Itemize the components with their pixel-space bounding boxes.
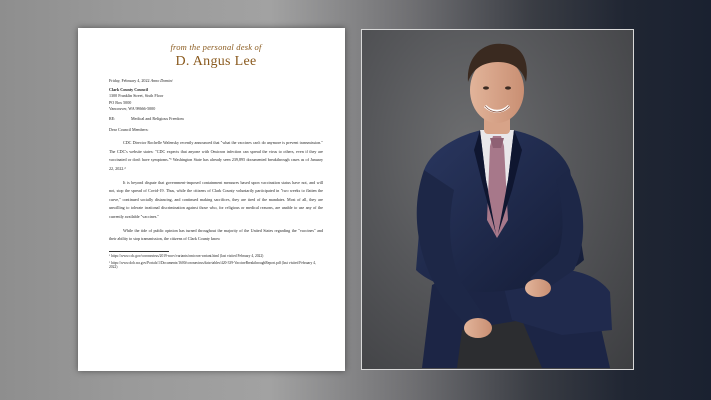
left-hand (464, 318, 492, 338)
footnote: ² https://www.doh.wa.gov/Portals/1/Documents/1600/coronavirus/data-tables/420-339-VaccineBreakthroughReport.pdf (last visited February 4, 2022) (109, 260, 316, 270)
letter-date (109, 78, 323, 84)
letterhead-name: D. Angus Lee (175, 54, 257, 69)
recipient-city: Vancouver, WA 98666-5000 (109, 105, 156, 111)
subject-line (109, 116, 323, 122)
portrait-photo (361, 29, 634, 370)
body-paragraph: While the tide of public opinion has turned throughout the majority of the United States regarding the "vaccines" and their ability to stop transmission, the citizens of Clark County know (109, 228, 323, 242)
letterhead-tagline: from the personal desk of (170, 42, 262, 52)
recipient-address (109, 87, 323, 112)
salutation: Dear Council Members: (109, 127, 149, 133)
recipient-org: Clark County Council (109, 87, 148, 93)
subject-text: Medical and Religious Freedom (131, 116, 184, 122)
footnote-divider (109, 251, 169, 252)
letter-date-sig: Anno Domini (150, 78, 173, 83)
recipient-po-box: PO Box 5000 (109, 99, 132, 105)
letter-date-text: Friday, February 4, 2022 (109, 78, 150, 83)
recipient-street: 1300 Franklin Street, Sixth Floor (109, 93, 164, 99)
letter-document (78, 28, 345, 371)
footnote: ¹ https://www.cdc.gov/coronavirus/2019-ncov/variants/omicron-variant.html (last visited February 4, 2022) (109, 253, 264, 258)
body-paragraph: It is beyond dispute that government-imposed containment measures based upon vaccination status have not, and will not, stop the spread of Covid-19. Thus, while the citizens of Clark County voluntarily participated in "two weeks to flatten the curve," continued socially distancing, and continued making sacrifices, they are tired of the mandates. Most of all, they are unwilling to tolerate irrational discrimination against those who, for religious or medical reasons, are unable to use any of the currently available "vaccines." (109, 180, 323, 219)
body-paragraph: CDC Director Rochelle Walensky recently announced that "what the vaccines can't do anymore is prevent transmission." The CDC's website states: "CDC expects that anyone with Omicron infection can spread the virus to others, even if they are vaccinated or don't have symptoms."¹ Washington State has already seen 239,895 documented breakthrough cases as of January 22, 2022.² (109, 140, 323, 171)
right-hand (525, 279, 551, 297)
portrait-illustration (362, 30, 632, 368)
subject-tag: RE: (109, 116, 116, 122)
